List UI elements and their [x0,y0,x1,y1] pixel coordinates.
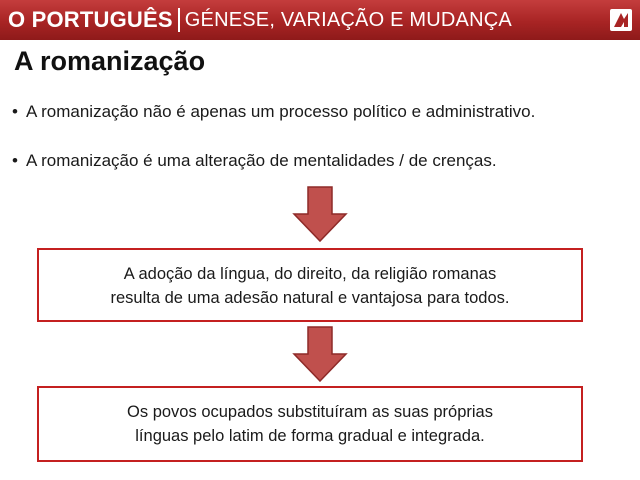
slide-header [0,0,640,40]
text-box-line: línguas pelo latim de forma gradual e integrada. [135,427,485,445]
bullet-item [12,151,497,171]
text-box-line: A adoção da língua, do direito, da religião romanas [123,265,497,283]
bullet-dot-icon: • [12,151,18,170]
down-arrow-icon [291,186,349,244]
bullet-text: A romanização não é apenas um processo político e administrativo. [26,102,536,121]
bullet-text: A romanização é uma alteração de mentalidades / de crenças. [26,151,497,170]
slide-title: A romanização [14,46,206,76]
header-subtitle: GÉNESE, VARIAÇÃO E MUDANÇA [184,8,512,31]
text-box [37,248,583,322]
brand-logo-icon [610,9,632,31]
bullet-item [12,102,535,122]
text-box-line: Os povos ocupados substituíram as suas próprias [127,403,493,421]
header-main-title: O PORTUGUÊS [8,7,173,32]
down-arrow-icon [291,326,349,384]
text-box [37,386,583,462]
header-separator [178,8,180,32]
bullet-dot-icon: • [12,102,18,121]
text-box-line: resulta de uma adesão natural e vantajosa para todos. [110,289,510,307]
